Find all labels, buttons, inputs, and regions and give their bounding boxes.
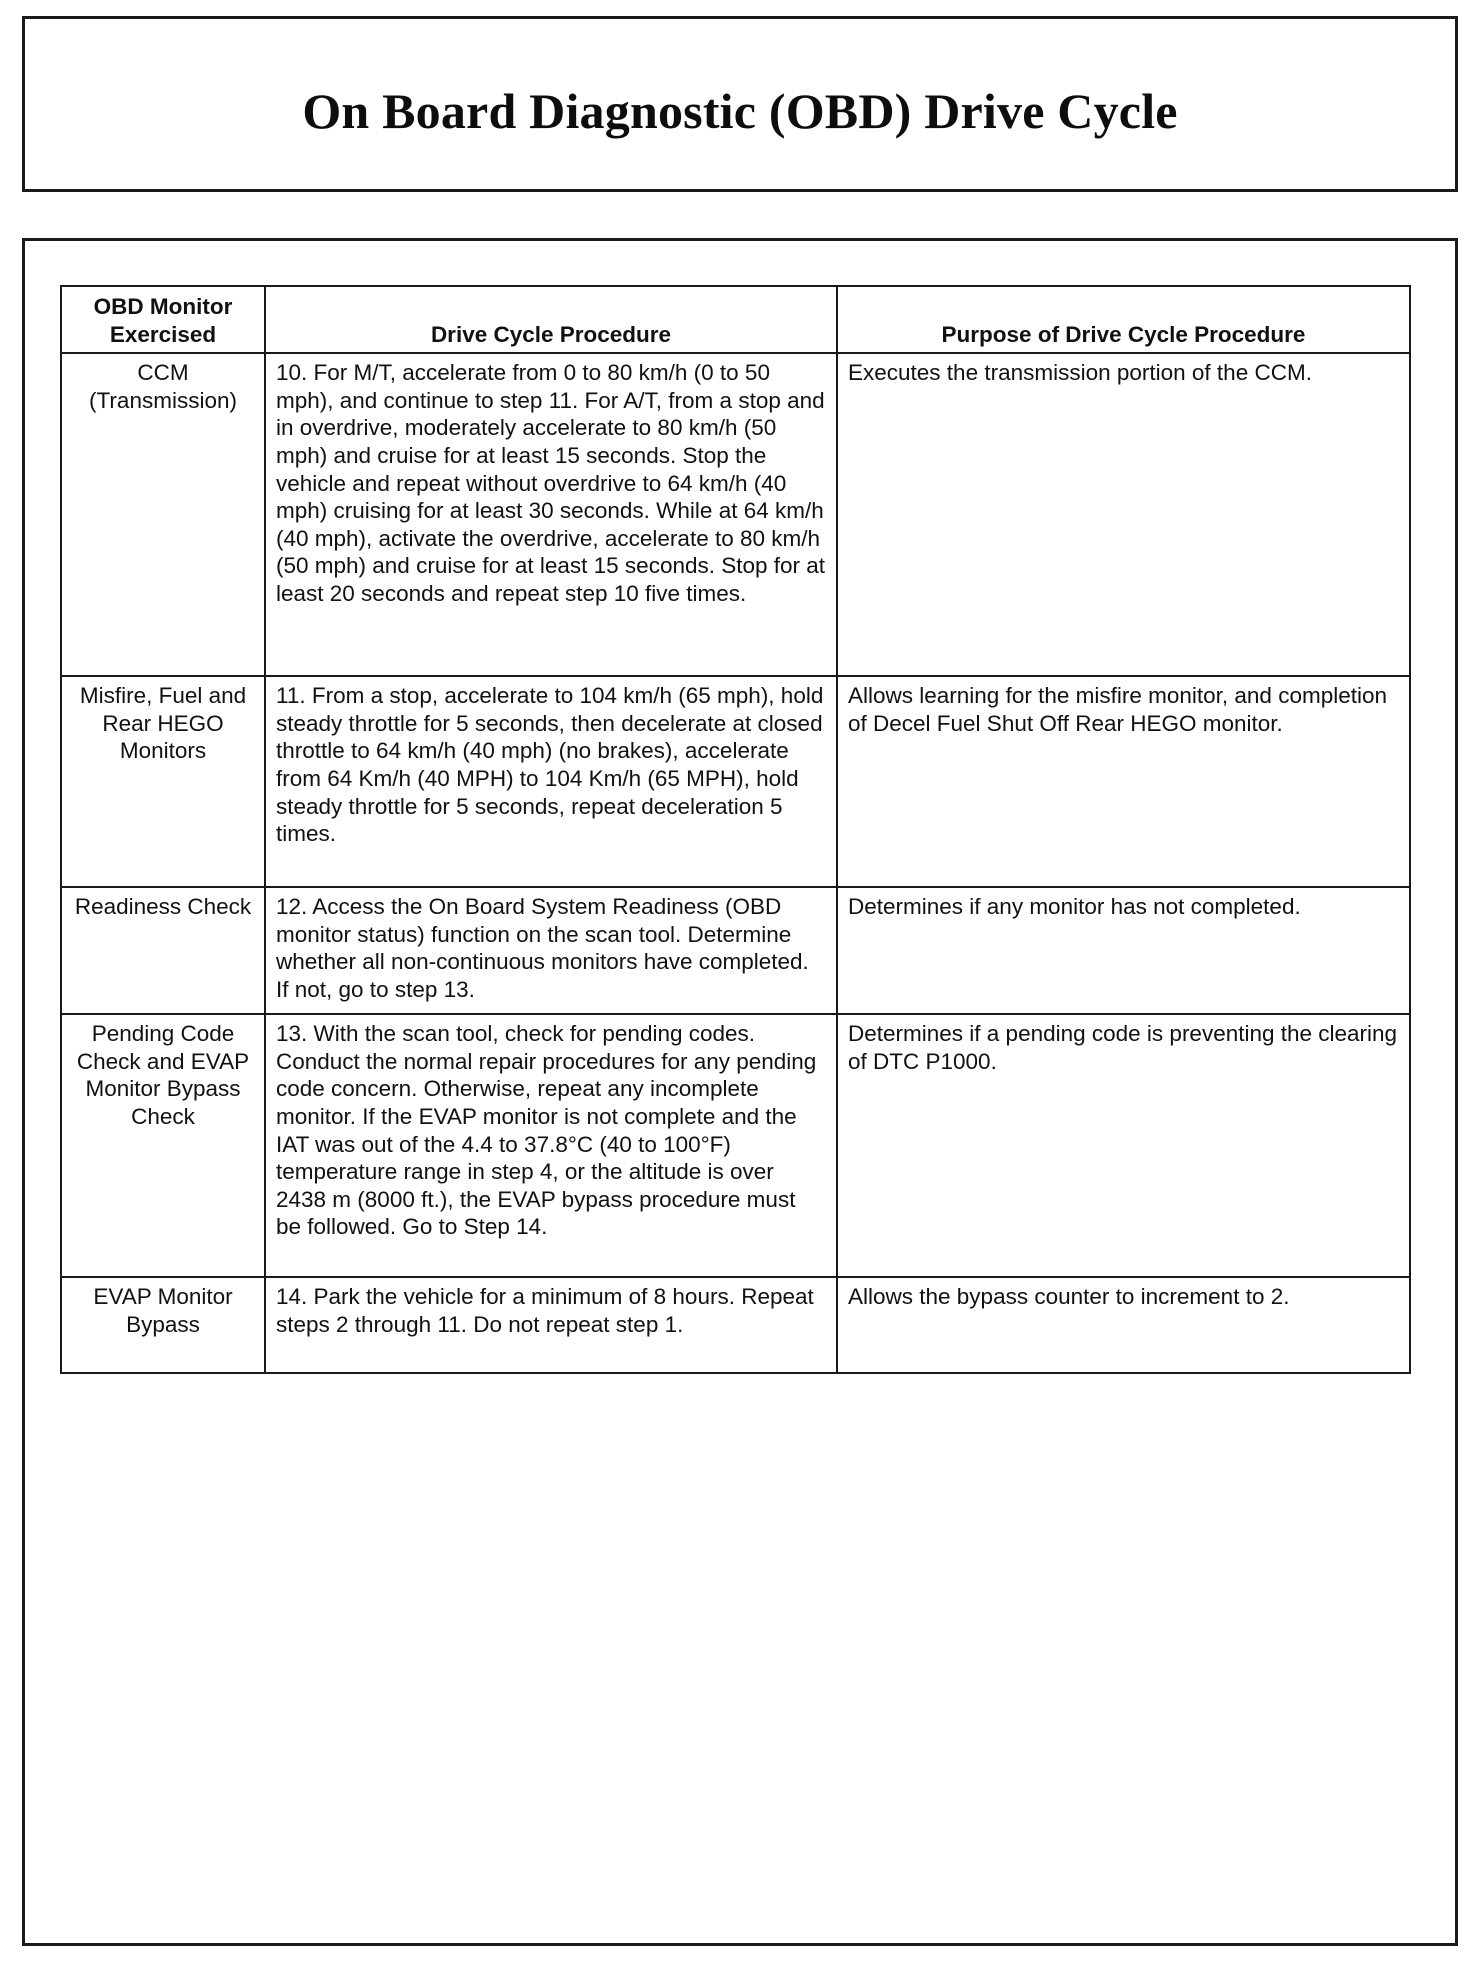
header-purpose: Purpose of Drive Cycle Procedure <box>837 286 1410 353</box>
procedure-cell: 10. For M/T, accelerate from 0 to 80 km/h (0 to 50 mph), and continue to step 11. For A/T, from a stop and in overdrive, moderately accelerate to 80 km/h (50 mph) and cruise for at least 15 seconds. Stop the vehicle and repeat without overdrive to 64 km/h (40 mph) cruising for at least 30 seconds. While at 64 km/h (40 mph), activate the overdrive, accelerate to 80 km/h (50 mph) and cruise for at least 15 seconds. Stop for at least 20 seconds and repeat step 10 five times. <box>265 353 837 676</box>
monitor-cell: Pending Code Check and EVAP Monitor Bypass Check <box>61 1014 265 1277</box>
purpose-cell: Executes the transmission portion of the CCM. <box>837 353 1410 676</box>
table-row <box>61 887 1410 1014</box>
monitor-cell: Misfire, Fuel and Rear HEGO Monitors <box>61 676 265 887</box>
title-box <box>22 16 1458 192</box>
purpose-cell: Determines if any monitor has not completed. <box>837 887 1410 1014</box>
header-monitor: OBD Monitor Exercised <box>61 286 265 353</box>
table-row <box>61 676 1410 887</box>
procedure-cell: 13. With the scan tool, check for pending codes. Conduct the normal repair procedures for any pending code concern. Otherwise, repeat any incomplete monitor. If the EVAP monitor is not complete and the IAT was out of the 4.4 to 37.8°C (40 to 100°F) temperature range in step 4, or the altitude is over 2438 m (8000 ft.), the EVAP bypass procedure must be followed. Go to Step 14. <box>265 1014 837 1277</box>
procedure-cell: 14. Park the vehicle for a minimum of 8 hours. Repeat steps 2 through 11. Do not repeat step 1. <box>265 1277 837 1373</box>
header-procedure: Drive Cycle Procedure <box>265 286 837 353</box>
table-row <box>61 1277 1410 1373</box>
table-row <box>61 1014 1410 1277</box>
monitor-cell: Readiness Check <box>61 887 265 1014</box>
procedure-cell: 12. Access the On Board System Readiness (OBD monitor status) function on the scan tool. Determine whether all non-continuous monitors have completed. If not, go to step 13. <box>265 887 837 1014</box>
table-row <box>61 353 1410 676</box>
purpose-cell: Allows learning for the misfire monitor, and completion of Decel Fuel Shut Off Rear HEGO monitor. <box>837 676 1410 887</box>
page-title: On Board Diagnostic (OBD) Drive Cycle <box>302 83 1178 139</box>
monitor-cell: CCM (Transmission) <box>61 353 265 676</box>
content-box <box>22 238 1458 1946</box>
purpose-cell: Allows the bypass counter to increment to 2. <box>837 1277 1410 1373</box>
monitor-cell: EVAP Monitor Bypass <box>61 1277 265 1373</box>
procedure-cell: 11. From a stop, accelerate to 104 km/h (65 mph), hold steady throttle for 5 seconds, then decelerate at closed throttle to 64 km/h (40 mph) (no brakes), accelerate from 64 Km/h (40 MPH) to 104 Km/h (65 MPH), hold steady throttle for 5 seconds, repeat deceleration 5 times. <box>265 676 837 887</box>
purpose-cell: Determines if a pending code is preventing the clearing of DTC P1000. <box>837 1014 1410 1277</box>
table-header-row <box>61 286 1410 353</box>
drive-cycle-table <box>60 285 1411 1374</box>
